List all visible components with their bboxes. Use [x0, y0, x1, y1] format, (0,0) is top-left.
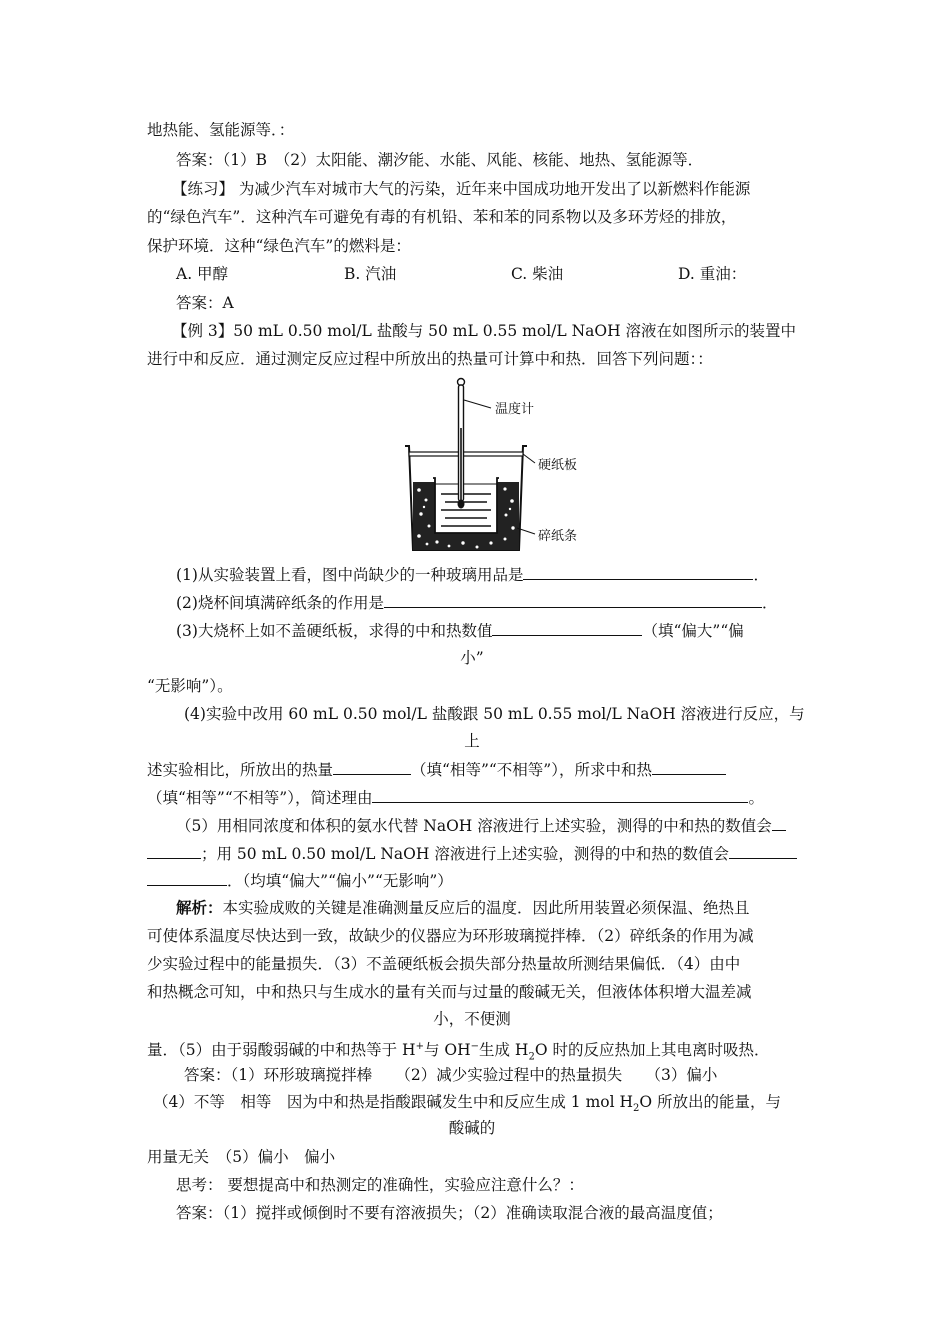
q4-text: （填“相等”“不相等”），简述理由: [147, 789, 373, 807]
answer-line: 答案：（1）环形玻璃搅拌棒 （2）减少实验过程中的热量损失 （3）偏小: [184, 1066, 718, 1084]
q5-text: （5）用相同浓度和体积的氨水代替 NaOH 溶液进行上述实验，测得的中和热的数值会: [176, 817, 772, 835]
answer-line: 答案：（1）搅拌或倾倒时不要有溶液损失；（2）准确读取混合液的最高温度值；: [176, 1204, 723, 1222]
punct: ．: [761, 594, 778, 612]
answer-line: 答案：A: [176, 294, 234, 312]
question-2: [176, 591, 777, 614]
subscript: 2: [528, 1051, 535, 1063]
superscript: +: [415, 1041, 424, 1052]
analysis-text: 生成 H: [479, 1041, 529, 1060]
question-5-line: [147, 842, 797, 865]
question-4-wrap: 上: [464, 732, 480, 750]
inner-beaker: [433, 478, 499, 533]
question-5: [176, 814, 786, 837]
answer-blank[interactable]: [492, 619, 642, 636]
think-line: 思考： 要想提高中和热测定的准确性，实验应注意什么？：: [176, 1176, 584, 1194]
answer-line: [153, 1091, 781, 1120]
analysis-text: 本实验成败的关键是准确测量反应后的温度．因此所用装置必须保温、绝热且: [222, 899, 750, 917]
text-line: 地热能、氢能源等．：: [147, 121, 295, 139]
question-4: (4)实验中改用 60 mL 0.50 mol/L 盐酸跟 50 mL 0.55 mol/L NaOH 溶液进行反应，与: [184, 705, 805, 723]
answer-blank[interactable]: [372, 786, 748, 803]
analysis-line: 和热概念可知，中和热只与生成水的量有关而与过量的酸碱无关，但液体体积增大温差减: [147, 983, 752, 1001]
label-thermometer: 温度计: [495, 402, 535, 417]
analysis-line: 可使体系温度尽快达到一致，故缺少的仪器应为环形玻璃搅拌棒．（2）碎纸条的作用为减: [147, 927, 754, 945]
superscript: −: [470, 1041, 479, 1052]
option-c: C. 柴油: [511, 265, 564, 283]
option-a: A. 甲醇: [176, 265, 229, 283]
exercise-line: 【练习】 为减少汽车对城市大气的污染，近年来中国成功地开发出了以新燃料作能源: [172, 180, 751, 198]
answer-blank[interactable]: [652, 758, 726, 775]
question-5-line: [147, 869, 453, 892]
question-1: [176, 563, 769, 586]
option-d: D. 重油：: [678, 265, 747, 283]
answer-blank[interactable]: [147, 869, 227, 886]
analysis-label: 解析：: [176, 898, 223, 917]
subscript: 2: [633, 1103, 640, 1115]
question-4-line: [147, 786, 764, 809]
answer-blank[interactable]: [523, 563, 753, 580]
answer-text: （4）不等 相等 因为中和热是指酸跟碱发生中和反应生成 1 mol H: [153, 1093, 634, 1111]
q5-text: ；用 50 mL 0.50 mol/L NaOH 溶液进行上述实验，测得的中和热的数值会: [201, 845, 729, 863]
answer-blank[interactable]: [333, 758, 411, 775]
calorimeter-diagram: [395, 368, 605, 558]
answer-blank[interactable]: [772, 814, 786, 831]
example-line: 【例 3】50 mL 0.50 mol/L 盐酸与 50 mL 0.55 mol/L NaOH 溶液在如图所示的装置中: [172, 322, 797, 340]
analysis-text: O 时的反应热加上其电离时吸热．: [534, 1041, 770, 1060]
label-cardboard: 硬纸板: [538, 458, 578, 473]
question-3-text: (3)大烧杯上如不盖硬纸板，求得的中和热数值: [176, 622, 493, 640]
answer-blank[interactable]: [729, 842, 797, 859]
analysis-text: 量．（5）由于弱酸弱碱的中和热等于 H: [147, 1041, 416, 1060]
answer-line: 用量无关 （5）偏小 偏小: [147, 1148, 336, 1166]
answer-text: O 所放出的能量，与: [639, 1093, 782, 1111]
question-4-line: [147, 758, 726, 781]
analysis-wrap: 小，不便测: [433, 1010, 511, 1028]
question-3-wrap: “无影响”）。: [147, 677, 233, 695]
cardboard: [409, 452, 523, 456]
question-1-text: (1)从实验装置上看，图中尚缺少的一种玻璃用品是: [176, 566, 524, 584]
option-b: B. 汽油: [344, 265, 397, 283]
analysis-line: [176, 897, 750, 919]
thermometer: [458, 379, 465, 509]
punct: 。: [748, 789, 764, 807]
analysis-text: 与 OH: [423, 1041, 471, 1060]
question-3-tail: （填“偏大”“偏: [642, 622, 744, 640]
analysis-line: 少实验过程中的能量损失．（3）不盖硬纸板会损失部分热量故所测结果偏低．（4）由中: [147, 955, 741, 973]
text-line: 的“绿色汽车”．这种汽车可避免有毒的有机铅、苯和苯的同系物以及多环芳烃的排放，: [147, 208, 737, 226]
text-line: 保护环境．这种“绿色汽车”的燃料是：: [147, 237, 411, 255]
q4-text: 述实验相比，所放出的热量: [147, 761, 334, 779]
punct: ．: [753, 566, 769, 584]
question-2-text: (2)烧杯间填满碎纸条的作用是: [176, 594, 384, 612]
answer-blank[interactable]: [147, 842, 201, 859]
text-line: 进行中和反应．通过测定反应过程中所放出的热量可计算中和热．回答下列问题：：: [147, 350, 713, 368]
q4-text: （填“相等”“不相等”），所求中和热: [411, 761, 652, 779]
answer-line: 答案：（1）B （2）太阳能、潮汐能、水能、风能、核能、地热、氢能源等．: [176, 151, 704, 169]
q5-text: ．（均填“偏大”“偏小”“无影响”）: [227, 872, 453, 890]
answer-wrap: 酸碱的: [448, 1119, 496, 1137]
question-3-wrap: 小”: [460, 649, 484, 667]
label-paper-strips: 碎纸条: [538, 529, 578, 544]
answer-blank[interactable]: [384, 591, 762, 608]
question-3: [176, 619, 744, 642]
